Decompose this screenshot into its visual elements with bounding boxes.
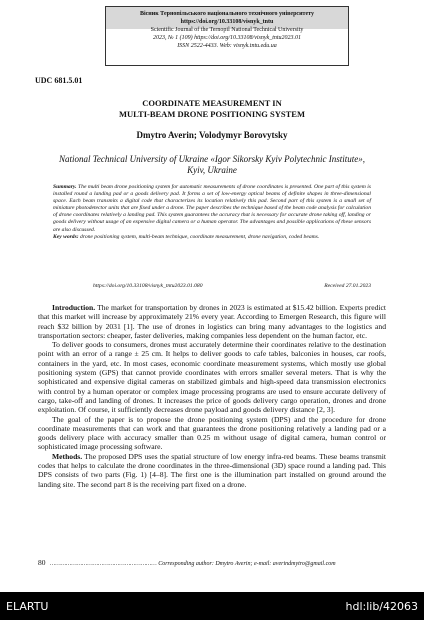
issue-doi: 2023, № 1 (109) https://doi.org/10.33108/visnyk_tntu2023.01	[152, 35, 302, 41]
page-number: 80	[38, 558, 46, 567]
keywords-label: Key words:	[53, 233, 79, 240]
intro-label: Introduction.	[52, 303, 96, 312]
intro-text-1: The market for transportation by drones in 2023 is estimated at $15.42 billion. Experts predict that this market will increase by approximately 21% every year. According to Emergen Research, this figure will reach $32 billion by 2031 [1]. The use of drones in logistics can bring many advantages to the logistics and transportation sectors: cheaper, faster deliveries, making companies less dependent on the human factor, etc.	[38, 303, 387, 340]
issn-web: ISSN 2522-4433. Web: visnyk.tntu.edu.ua	[177, 43, 277, 49]
journal-name-ua: Вісник Тернопільського національного технічного університету	[139, 11, 315, 17]
methods-label: Methods.	[52, 451, 83, 461]
journal-name-en: Scientific Journal of the Ternopil National Technical University	[150, 27, 304, 33]
repository-name: ELARTU	[6, 600, 49, 613]
abstract	[53, 184, 371, 241]
intro-paragraph-3: The goal of the paper is to propose the drone positioning system (DPS) and the procedure for drone coordinate measurements that can work and that guarantees the drone positioning relatively a landing pad or a goods delivery place with accuracy smaller than 0.25 m without usage of digital camera, human control or sophisticated image processing software.	[38, 414, 386, 452]
abstract-text: The multi beam drone positioning system for automatic measurements of drone coordinates is presented. One part of this system is installed round a landing pad or a goods delivery pad. It forms a set of low-energy optical beams of definite shapes in three-dimensional space. Each beam transmits a digital code that characterizes its location relatively this pad. Second part of this system is a small set of miniature photodetector units that are fixed under a drone. The paper describes the technique based of the beam code analysis for calculation of drone coordinates relatively a landing pad. This system guarantees the accuracy that is necessary for accurate drone taking off, landing or goods delivery without usage of an expensive digital camera or a human operator. The advantages and possible applications of these sensors are also discussed.	[53, 184, 371, 233]
paper-title-line2: MULTI-BEAM DRONE POSITIONING SYSTEM	[118, 109, 305, 119]
received-date: Received 27.01.2023	[324, 283, 371, 289]
repository-bar	[0, 592, 424, 620]
journal-header	[105, 6, 349, 66]
page-footer	[38, 558, 386, 567]
abstract-label: Summary.	[53, 184, 77, 190]
keywords-text: drone positioning system, multi-beam technique, coordinate measurement, drone navigation, coded beams.	[80, 233, 320, 240]
paper-title-line1: COORDINATE MEASUREMENT IN	[142, 98, 282, 108]
intro-paragraph-1	[38, 303, 386, 340]
methods-paragraph	[38, 452, 386, 489]
journal-doi: https://doi.org/10.33108/visnyk_tntu	[180, 19, 274, 25]
affiliation: National Technical University of Ukraine «Igor Sikorsky Kyiv Polytechnic Institute», Kyiv, Ukraine	[58, 154, 366, 175]
article-doi: https://doi.org/10.33108/visnyk_tntu2023.01.080	[93, 283, 203, 289]
intro-paragraph-2: To deliver goods to consumers, drones must accurately determine their coordinates relative to the destination point with an error of a range ± 25 cm. It helps to deliver goods to cafe tables, balconies in houses, car roofs, containers in the yard, etc. In most cases, economic coordinate measurement systems, which mostly use global positioning system (GPS) that cannot provide coordinates with errors smaller several meters. That is why the sophisticated and expensive digital cameras on stabilized gimbals and high-speed data transmission electronics with control by a human operator or complex image processing programs are used to ensure accurate delivery of cargo, take-off and landing of drones. It increases the price of goods delivery cargo operation, drones and drone exploitation. Of course, it sufficiently decreases drone payload and goods delivery distance [2, 3].	[38, 340, 386, 415]
body-text	[38, 303, 386, 489]
corresponding-author: …………………………………………………… Corresponding author: Dmytro Averin; e-mail: averindmytro@gmail.com	[50, 561, 336, 567]
authors: Dmytro Averin; Volodymyr Borovytsky	[136, 130, 288, 140]
methods-text: The proposed DPS uses the spatial structure of low energy infra-red beams. These beams transmit codes that helps to calculate the drone coordinates in the three-dimensional (3D) space round a landing pad. This DPS consists of two parts (Fig. 1) [4–8]. The first one is the illumination part installed on ground around the landing site. The second part 8 is the receiving part fixed on a drone.	[38, 451, 387, 489]
udc-code: UDC 681.5.01	[35, 76, 83, 85]
handle-link[interactable]: hdl:lib/42063	[345, 600, 418, 613]
